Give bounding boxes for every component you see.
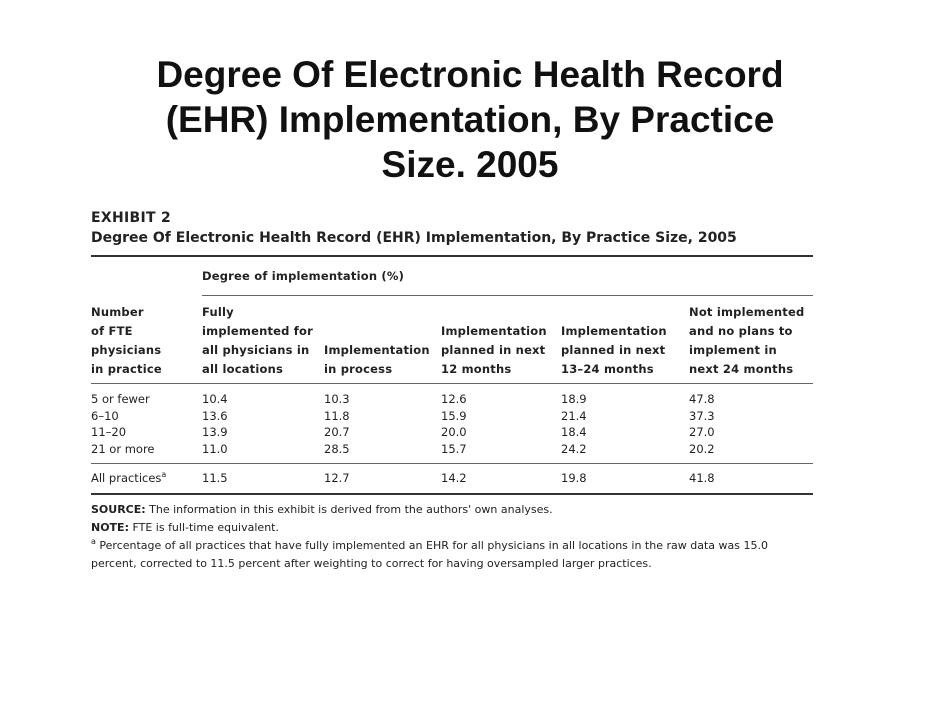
note-text: FTE is full-time equivalent. bbox=[128, 520, 279, 534]
column-group-rule bbox=[202, 295, 813, 296]
table-cell: 10.4 bbox=[202, 392, 228, 406]
column-header-line: implement in bbox=[689, 343, 777, 357]
column-header-line: Implementation bbox=[441, 324, 547, 338]
exhibit bbox=[91, 209, 813, 573]
slide-title-line-2: (EHR) Implementation, By Practice bbox=[165, 99, 775, 140]
table-cell: 21.4 bbox=[561, 408, 587, 423]
table-cell: 15.7 bbox=[441, 441, 561, 464]
table-cell: 21 or more bbox=[91, 441, 202, 464]
table-cell: 18.9 bbox=[561, 392, 587, 406]
slide-title-line-1: Degree Of Electronic Health Record bbox=[156, 54, 784, 95]
exhibit-label: EXHIBIT 2 bbox=[91, 210, 172, 226]
footnote-text: Percentage of all practices that have fully implemented an EHR for all physicians in all locations in the raw data was 15.0 percent, corrected to 11.5 percent after weighting to correct for having oversampled larger practices. bbox=[91, 538, 768, 570]
column-header-line: Implementation bbox=[324, 343, 430, 357]
table-cell: 12.6 bbox=[441, 392, 467, 406]
table-cell: 5 or fewer bbox=[91, 392, 150, 406]
table-cell: 10.3 bbox=[324, 392, 350, 406]
column-header-line: of FTE bbox=[91, 324, 133, 338]
table-cell: 20.0 bbox=[441, 425, 467, 439]
general-note bbox=[91, 519, 813, 537]
table-cell: 27.0 bbox=[689, 425, 715, 439]
table-cell: 20.2 bbox=[689, 441, 813, 464]
all-practices-label-cell bbox=[91, 464, 202, 494]
table-cell: 12.7 bbox=[324, 464, 441, 494]
column-header-line: Not implemented bbox=[689, 305, 805, 319]
column-header-line: next 24 months bbox=[689, 362, 794, 376]
table-row bbox=[91, 408, 813, 425]
footnote-mark: a bbox=[91, 536, 96, 546]
footnote-marker: a bbox=[161, 470, 167, 479]
column-header bbox=[91, 297, 202, 384]
slide-title bbox=[90, 52, 850, 187]
slide-title-line-3: Size. 2005 bbox=[381, 144, 559, 185]
column-header bbox=[441, 297, 561, 384]
table-cell: 11.5 bbox=[202, 464, 324, 494]
table-cell: 28.5 bbox=[324, 441, 441, 464]
column-header-line: physicians bbox=[91, 343, 162, 357]
table-cell: 41.8 bbox=[689, 464, 813, 494]
table-cell: 13.6 bbox=[202, 408, 228, 423]
table-row bbox=[91, 441, 813, 464]
column-header-line: Implementation bbox=[561, 324, 667, 338]
column-header bbox=[202, 297, 324, 384]
table-row bbox=[91, 424, 813, 441]
column-header-line: all physicians in bbox=[202, 343, 310, 357]
footnote bbox=[91, 537, 813, 573]
table-cell: 19.8 bbox=[561, 464, 689, 494]
column-header bbox=[561, 297, 689, 384]
table-header-row bbox=[91, 297, 813, 384]
table-cell: 11–20 bbox=[91, 425, 127, 439]
table-cell: 14.2 bbox=[441, 464, 561, 494]
column-header-line: all locations bbox=[202, 362, 284, 376]
table-row bbox=[91, 384, 813, 408]
table-cell: 6–10 bbox=[91, 408, 119, 423]
column-header-line: in process bbox=[324, 362, 393, 376]
column-header bbox=[689, 297, 813, 384]
table-cell: 37.3 bbox=[689, 408, 715, 423]
source-text: The information in this exhibit is derived from the authors' own analyses. bbox=[145, 502, 553, 516]
all-practices-label: All practices bbox=[91, 471, 162, 485]
note-label: NOTE: bbox=[91, 520, 129, 534]
column-header-line: Fully bbox=[202, 305, 234, 319]
exhibit-title: Degree Of Electronic Health Record (EHR) Implementation, By Practice Size, 2005 bbox=[91, 230, 737, 246]
column-header-line: 12 months bbox=[441, 362, 512, 376]
column-header-line: 13–24 months bbox=[561, 362, 654, 376]
table-cell: 20.7 bbox=[324, 425, 350, 439]
table-notes bbox=[91, 501, 813, 573]
table-cell: 11.0 bbox=[202, 441, 324, 464]
table-cell: 18.4 bbox=[561, 425, 587, 439]
table-cell: 15.9 bbox=[441, 408, 467, 423]
table-cell: 13.9 bbox=[202, 425, 228, 439]
table-cell: 47.8 bbox=[689, 392, 715, 406]
column-header-line: planned in next bbox=[441, 343, 546, 357]
column-header-line: implemented for bbox=[202, 324, 313, 338]
column-header bbox=[324, 297, 441, 384]
column-header-line: planned in next bbox=[561, 343, 666, 357]
table-cell: 24.2 bbox=[561, 441, 689, 464]
table-cell: 11.8 bbox=[324, 408, 350, 423]
source-note bbox=[91, 501, 813, 519]
column-header-line: and no plans to bbox=[689, 324, 793, 338]
column-group-label: Degree of implementation (%) bbox=[202, 269, 405, 283]
column-header-line: in practice bbox=[91, 362, 162, 376]
data-table bbox=[91, 297, 813, 495]
column-group-header bbox=[91, 257, 813, 297]
column-header-line: Number bbox=[91, 305, 144, 319]
source-label: SOURCE: bbox=[91, 502, 146, 516]
all-practices-row bbox=[91, 464, 813, 494]
